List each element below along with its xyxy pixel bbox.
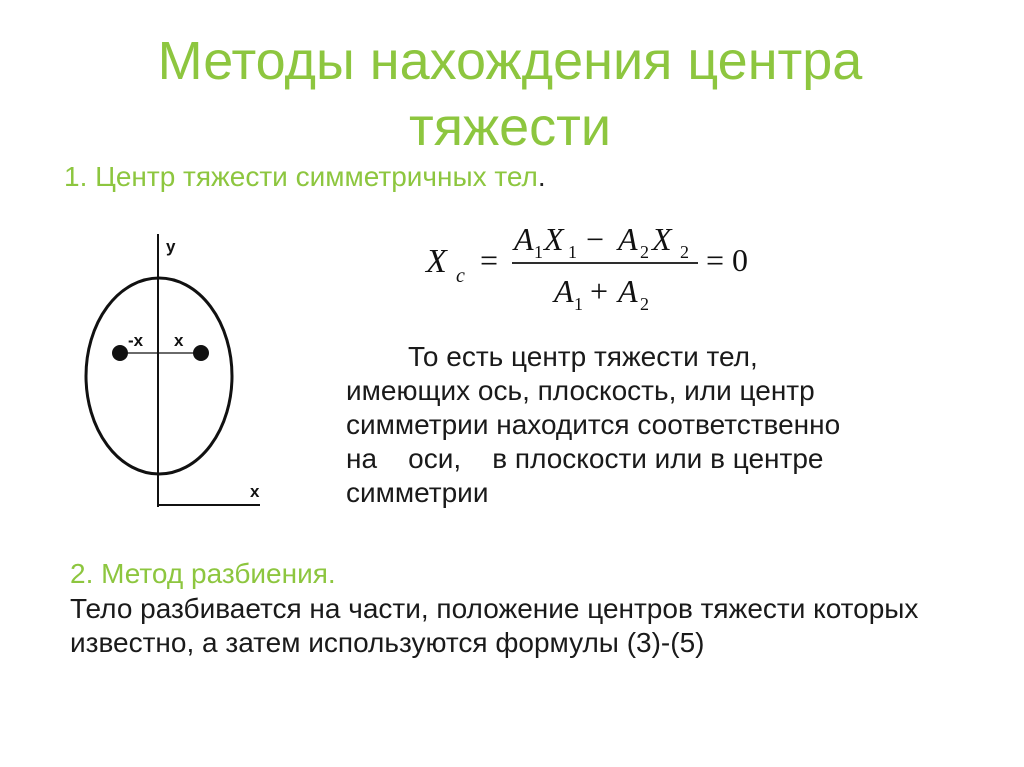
symmetry-diagram xyxy=(70,222,290,522)
explanation-line-5: симметрии xyxy=(346,477,489,508)
num-x1-sub: 1 xyxy=(568,242,577,262)
y-axis-label: y xyxy=(166,237,176,256)
den-a1: A xyxy=(554,273,574,309)
partition-method-text: Тело разбивается на части, положение центров тяжести которых известно, а затем используются формулы (3)-(5) xyxy=(70,593,919,658)
num-a2: A xyxy=(618,221,638,257)
formula-equals: = xyxy=(480,242,499,278)
explanation-line-4: на оси, в плоскости или в центре xyxy=(346,443,824,474)
den-a2: A xyxy=(618,273,638,309)
slide-title: Методы нахождения центра тяжести xyxy=(157,31,863,157)
num-x2-sub: 2 xyxy=(680,242,689,262)
den-a2-sub: 2 xyxy=(640,294,649,314)
section2-heading: 2. Метод разбиения. xyxy=(70,558,336,589)
section1-heading xyxy=(64,160,546,194)
den-a1-sub: 1 xyxy=(574,294,583,314)
den-plus: + xyxy=(590,273,609,309)
x-axis-label: x xyxy=(250,482,260,501)
explanation-line-1: То есть центр тяжести тел, xyxy=(408,341,758,372)
formula-rhs: = 0 xyxy=(706,242,749,278)
formula-lhs-x: X xyxy=(426,243,447,280)
num-a2-sub: 2 xyxy=(640,242,649,262)
pos-x-label: x xyxy=(174,331,184,350)
neg-x-label: -x xyxy=(128,331,144,350)
num-x2: X xyxy=(652,221,672,257)
formula-lhs-sub: c xyxy=(456,265,465,287)
section1-heading-text: 1. Центр тяжести симметричных тел xyxy=(64,161,538,192)
num-a1-sub: 1 xyxy=(534,242,543,262)
right-mass-point xyxy=(193,345,209,361)
num-a1: A xyxy=(514,221,534,257)
explanation-line-2: имеющих ось, плоскость, или центр xyxy=(346,375,815,406)
num-minus: − xyxy=(586,221,605,257)
explanation-line-3: симметрии находится соответственно xyxy=(346,409,841,440)
num-x1: X xyxy=(544,221,564,257)
center-of-gravity-formula xyxy=(420,210,780,320)
left-mass-point xyxy=(112,345,128,361)
symmetry-explanation xyxy=(346,340,966,510)
section1-heading-dot: . xyxy=(537,161,546,192)
